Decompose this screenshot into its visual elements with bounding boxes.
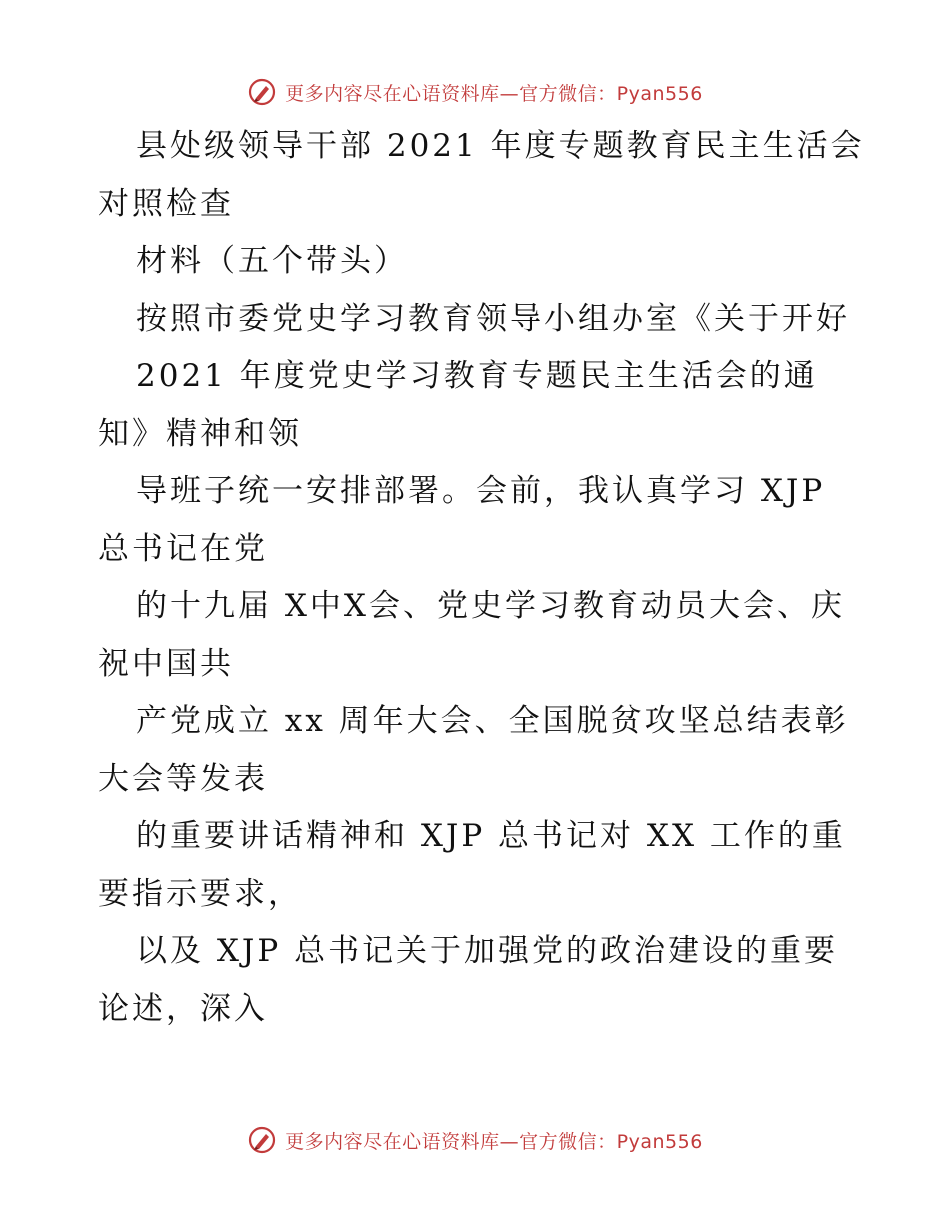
text-line: 要指示要求， [98,875,302,912]
text-line: 大会等发表 [98,760,268,797]
watermark-text: 更多内容尽在心语资料库—官方微信：Pyan556 [285,82,703,105]
watermark-text: 更多内容尽在心语资料库—官方微信：Pyan556 [285,1130,703,1153]
text-line: 总书记在党 [98,530,268,567]
text-line: 按照市委党史学习教育领导小组办室《关于开好 [136,300,850,337]
text-line: 产党成立 xx 周年大会、全国脱贫攻坚总结表彰 [136,703,849,739]
watermark-footer [0,1120,950,1160]
text-line: 材料（五个带头） [136,243,408,279]
watermark-header [0,72,950,112]
text-line: 县处级领导干部 2021 年度专题教育民主生活会 [136,128,865,164]
text-line: 知》精神和领 [98,415,302,452]
text-line: 2021 年度党史学习教育专题民主生活会的通 [136,358,818,394]
text-line: 论述，深入 [98,990,268,1027]
document-body [98,118,888,1038]
text-line: 以及 XJP 总书记关于加强党的政治建设的重要 [136,933,839,969]
text-line: 的十九届 X中X会、党史学习教育动员大会、庆 [136,588,845,624]
text-line: 的重要讲话精神和 XJP 总书记对 XX 工作的重 [136,818,846,854]
pen-logo-icon [247,1125,277,1155]
text-line: 对照检查 [98,185,234,222]
text-line: 祝中国共 [98,645,234,682]
pen-logo-icon [247,77,277,107]
text-line: 导班子统一安排部署。会前，我认真学习 XJP [136,473,826,509]
